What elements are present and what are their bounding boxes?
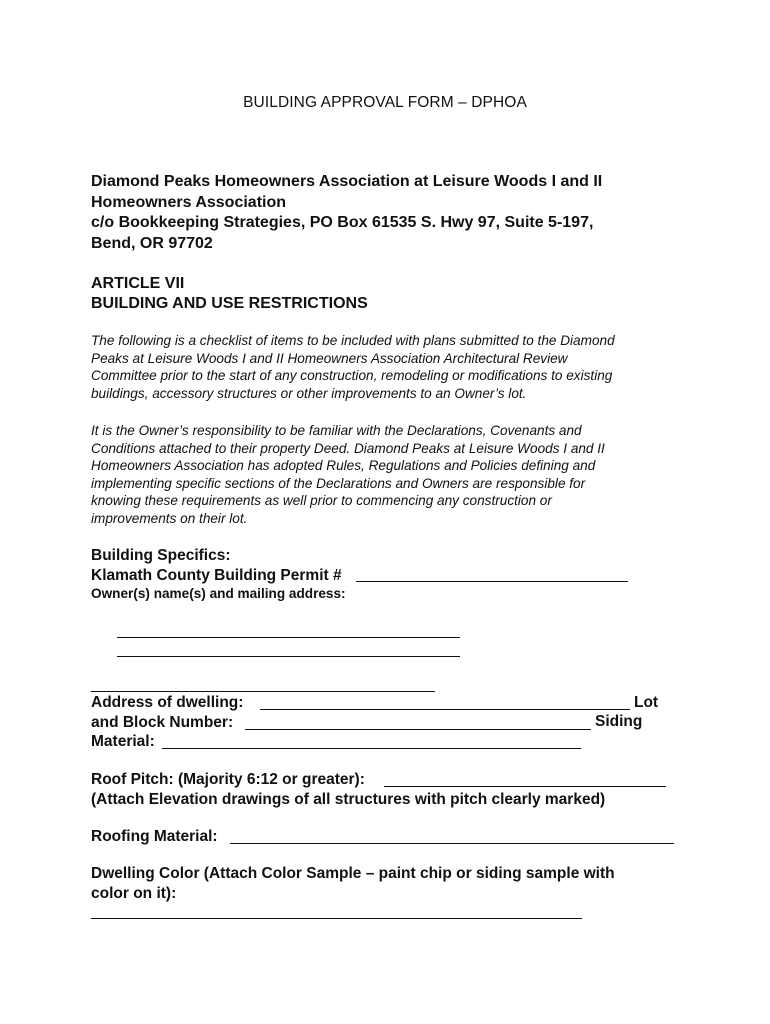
roof-pitch-field[interactable]	[384, 786, 666, 787]
block-number-field[interactable]	[245, 729, 591, 730]
dwelling-color-label-line-2: color on it):	[91, 884, 177, 902]
roof-pitch-label: Roof Pitch: (Majority 6:12 or greater):	[91, 771, 365, 788]
org-line-1: Diamond Peaks Homeowners Association at Leisure Woods I and II	[91, 173, 603, 190]
paragraph-line: improvements on their lot.	[91, 510, 248, 526]
owner-address-field[interactable]	[91, 691, 435, 692]
org-line-4: Bend, OR 97702	[91, 234, 213, 252]
paragraph-line: Homeowners Association has adopted Rules, Regulations and Policies defining and	[91, 458, 596, 473]
building-specifics	[91, 546, 691, 585]
roof-pitch-section	[91, 770, 691, 809]
paragraph-line: It is the Owner’s responsibility to be familiar with the Declarations, Covenants and	[91, 423, 582, 438]
paragraph-line: implementing specific sections of the Declarations and Owners are responsible for	[91, 475, 586, 491]
paragraph-line: Peaks at Leisure Woods I and II Homeowners Association Architectural Review	[91, 350, 568, 366]
paragraph-line: The following is a checklist of items to be included with plans submitted to the Diamond	[91, 333, 615, 348]
building-specifics-heading: Building Specifics:	[91, 547, 231, 564]
article-number: ARTICLE VII	[91, 275, 185, 292]
paragraph-line: buildings, accessory structures or other improvements to an Owner’s lot.	[91, 385, 527, 401]
lot-label: Lot	[634, 694, 659, 711]
roofing-material-label: Roofing Material:	[91, 828, 218, 845]
organization-address	[91, 172, 691, 254]
material-label: Material:	[91, 733, 155, 750]
roof-pitch-note: (Attach Elevation drawings of all structures with pitch clearly marked)	[91, 790, 606, 808]
org-line-2: Homeowners Association	[91, 193, 287, 211]
dwelling-color-label-line-1: Dwelling Color (Attach Color Sample – paint chip or siding sample with	[91, 865, 615, 882]
block-number-label: and Block Number:	[91, 713, 234, 731]
siding-label: Siding	[595, 713, 643, 730]
checklist-paragraph	[91, 332, 691, 402]
owner-name-label: Owner(s) name(s) and mailing address:	[91, 586, 346, 601]
roofing-material-field[interactable]	[230, 843, 674, 844]
responsibility-paragraph	[91, 422, 691, 527]
address-field[interactable]	[260, 709, 630, 710]
siding-material-field[interactable]	[162, 748, 581, 749]
paragraph-line: knowing these requirements as well prior to commencing any construction or	[91, 493, 552, 508]
article-heading	[91, 274, 691, 313]
permit-number-field[interactable]	[356, 581, 628, 582]
dwelling-color-section	[91, 864, 691, 903]
paragraph-line: Conditions attached to their property Deed. Diamond Peaks at Leisure Woods I and II	[91, 440, 605, 456]
article-title: BUILDING AND USE RESTRICTIONS	[91, 294, 368, 312]
owner-name-field-1[interactable]	[117, 637, 460, 638]
permit-label: Klamath County Building Permit #	[91, 566, 342, 584]
paragraph-line: Committee prior to the start of any construction, remodeling or modifications to existing	[91, 368, 613, 383]
org-line-3: c/o Bookkeeping Strategies, PO Box 61535 S. Hwy 97, Suite 5-197,	[91, 214, 594, 231]
address-label: Address of dwelling:	[91, 694, 244, 711]
form-title: BUILDING APPROVAL FORM – DPHOA	[243, 94, 527, 111]
owner-name-field-2[interactable]	[117, 656, 460, 657]
dwelling-color-field[interactable]	[91, 918, 582, 919]
